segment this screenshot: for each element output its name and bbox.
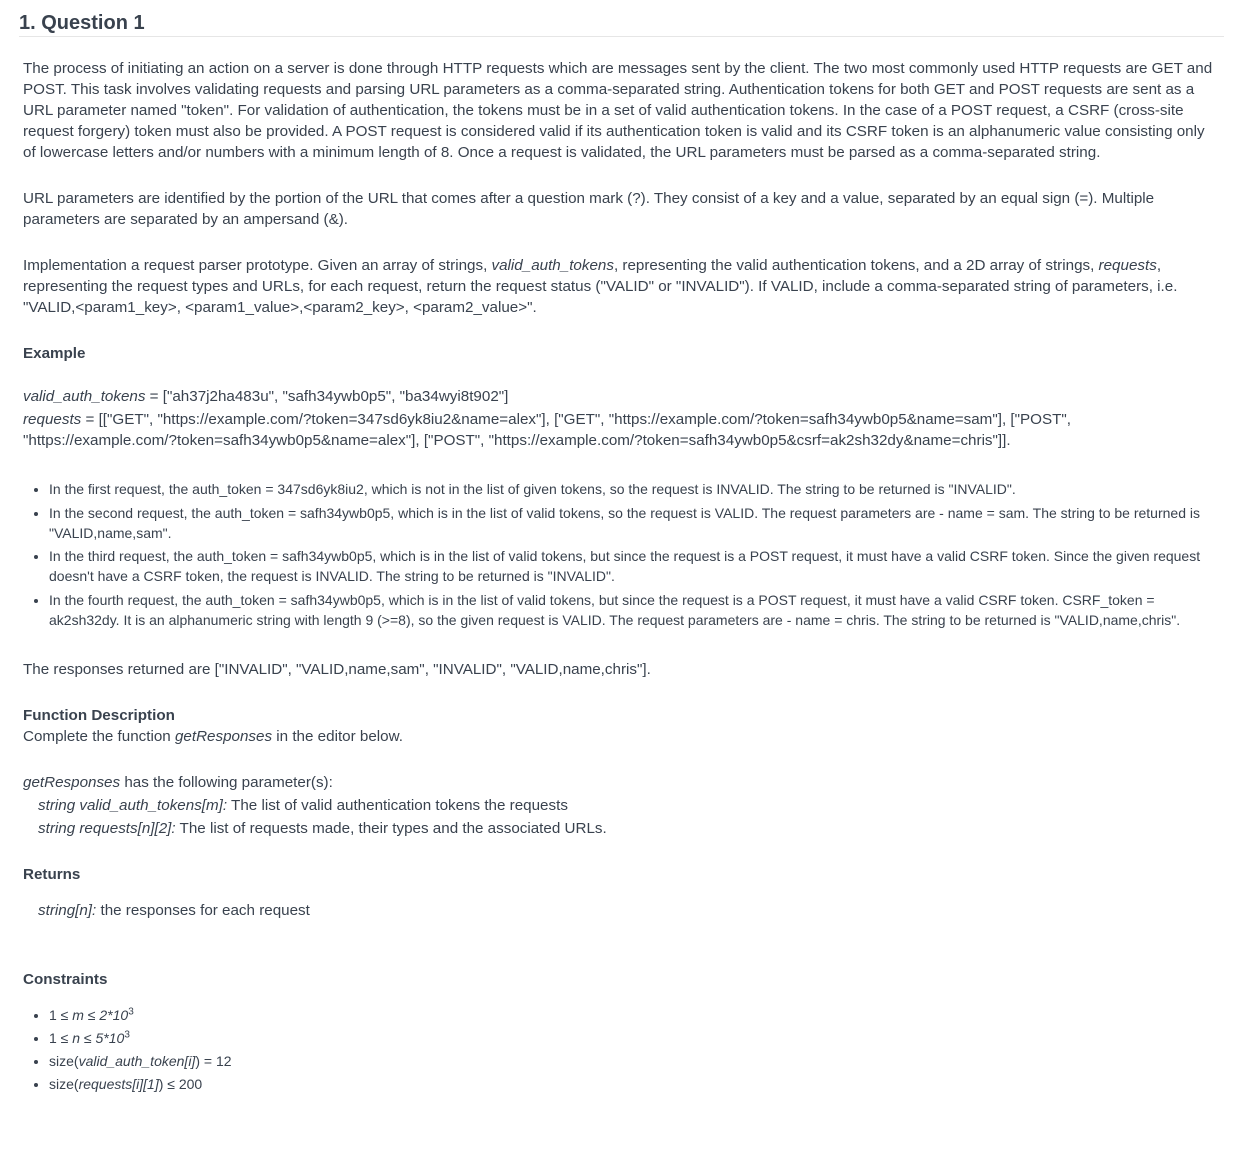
constraint-text: ≤ 2*10 bbox=[83, 1006, 129, 1023]
parameter-valid-auth-tokens bbox=[23, 795, 1218, 816]
returns-heading: Returns bbox=[23, 865, 81, 883]
returns-description bbox=[23, 900, 1218, 921]
constraint-text: ≤ 5*10 bbox=[80, 1029, 125, 1046]
p3-var-tokens: valid_auth_tokens bbox=[491, 257, 614, 274]
example-requests-value: = [["GET", "https://example.com/?token=347sd6yk8iu2&name=alex"], ["GET", "https://example.com/?token=safh34ywb0p5&name=sam"], ["POST", "https://example.com/?token=safh34ywb0p5&name=alex"], ["POST", "https://example.com/?token=safh34ywb0p5&csrf=ak2sh32dy&name=chris"]]. bbox=[23, 411, 1071, 449]
p3-text-b: , representing the valid authentication tokens, and a 2D array of strings, bbox=[613, 257, 1099, 274]
constraint-text: ) ≤ 200 bbox=[158, 1075, 203, 1092]
example-tokens bbox=[23, 386, 1218, 407]
list-item: • In the fourth request, the auth_token = safh34ywb0p5, which is in the list of valid tokens, but since the request is a POST request, it must have a valid CSRF token. CSRF_token = ak2sh32dy. It is an alphanumeric string with length 9 (>=8), so the given request is VALID. The request parameters are - name = chris. The string to be returned is "VALID,name,chris". bbox=[49, 590, 1218, 630]
function-description-heading: Function Description bbox=[23, 706, 175, 724]
intro-paragraph-1: The process of initiating an action on a server is done through HTTP requests which are messages sent by the client. The two most commonly used HTTP requests are GET and POST. This task involves validating requests and parsing URL parameters as a comma-separated string. Authentication tokens for both GET and POST requests are sent as a URL parameter named "token". For validation of authentication, the tokens must be in a set of valid authentication tokens. In the case of a POST request, a CSRF (cross-site request forgery) token must also be provided. A POST request is considered valid if its authentication token is valid and its CSRF token is an alphanumeric value consisting only of lowercase letters and/or numbers with a minimum length of 8. Once a request is validated, the URL parameters must be parsed as a comma-separated string. bbox=[23, 60, 1213, 161]
param-description: The list of requests made, their types and the associated URLs. bbox=[175, 819, 607, 837]
parameter-requests bbox=[23, 818, 1218, 839]
list-item: • In the second request, the auth_token = safh34ywb0p5, which is in the list of valid tokens, so the request is VALID. The request parameters are - name = sam. The string to be returned is "VALID,name,sam". bbox=[49, 503, 1218, 543]
param-description: The list of valid authentication tokens the requests bbox=[227, 796, 568, 814]
example-requests bbox=[23, 409, 1218, 451]
problem-statement bbox=[19, 58, 1224, 1094]
constraints-heading: Constraints bbox=[23, 970, 108, 988]
params-fn-name: getResponses bbox=[23, 773, 121, 791]
constraint-var: m bbox=[72, 1006, 84, 1023]
example-tokens-value: = ["ah37j2ha483u", "safh34ywb0p5", "ba34wyi8t902"] bbox=[145, 388, 509, 405]
list-item bbox=[49, 1074, 1218, 1094]
example-responses: The responses returned are ["INVALID", "VALID,name,sam", "INVALID", "VALID,name,chris"]. bbox=[23, 660, 651, 678]
fd-text-b: in the editor below. bbox=[272, 727, 403, 745]
p3-text-c: , representing the request types and URLs, for each request, return the request status ("VALID" or "INVALID"). If VALID, include a comma-separated string of parameters, i.e. "VALID,<param1_key>, <param1_value>,<param2_key>, <param2_value>". bbox=[23, 257, 1178, 316]
constraint-text: ) = 12 bbox=[195, 1052, 232, 1069]
constraint-text: size( bbox=[49, 1052, 79, 1069]
constraint-var: requests[i][1] bbox=[78, 1075, 159, 1092]
function-description-text bbox=[23, 726, 1218, 747]
p3-text-a: Implementation a request parser prototype. Given an array of strings, bbox=[23, 257, 492, 274]
list-item: • In the third request, the auth_token = safh34ywb0p5, which is in the list of valid tokens, but since the request is a POST request, it must have a valid CSRF token. Since the given request doesn't have a CSRF token, the request is INVALID. The string to be returned is "INVALID". bbox=[49, 546, 1218, 586]
p3-var-requests: requests bbox=[1098, 257, 1157, 274]
example-explanations bbox=[23, 479, 1218, 630]
parameters-intro bbox=[23, 772, 1218, 793]
constraints-list bbox=[23, 1005, 1218, 1094]
constraint-exponent: 3 bbox=[128, 1005, 134, 1017]
constraint-text: size( bbox=[49, 1075, 79, 1092]
constraint-text: 1 ≤ bbox=[49, 1006, 73, 1023]
constraint-text: 1 ≤ bbox=[49, 1029, 73, 1046]
intro-paragraph-3 bbox=[23, 255, 1218, 318]
params-intro-text: has the following parameter(s): bbox=[120, 773, 333, 791]
example-requests-var: requests bbox=[23, 411, 82, 428]
constraint-exponent: 3 bbox=[124, 1028, 130, 1040]
example-heading: Example bbox=[23, 345, 86, 362]
list-item bbox=[49, 1005, 1218, 1025]
constraint-var: valid_auth_token[i] bbox=[78, 1052, 196, 1069]
intro-paragraph-2: URL parameters are identified by the portion of the URL that comes after a question mark (?). They consist of a key and a value, separated by an equal sign (=). Multiple parameters are separated by an ampersand (&). bbox=[23, 190, 1155, 228]
param-signature: string requests[n][2]: bbox=[38, 819, 176, 837]
fd-text-a: Complete the function bbox=[23, 727, 175, 745]
returns-text: the responses for each request bbox=[96, 901, 310, 919]
question-title: 1. Question 1 bbox=[19, 0, 1224, 37]
returns-signature: string[n]: bbox=[38, 901, 97, 919]
constraint-var: n bbox=[72, 1029, 81, 1046]
param-signature: string valid_auth_tokens[m]: bbox=[38, 796, 228, 814]
list-item: • In the first request, the auth_token = 347sd6yk8iu2, which is not in the list of given tokens, so the request is INVALID. The string to be returned is "INVALID". bbox=[49, 479, 1218, 499]
list-item bbox=[49, 1028, 1218, 1048]
example-tokens-var: valid_auth_tokens bbox=[23, 388, 146, 405]
list-item bbox=[49, 1051, 1218, 1071]
fd-fn-name: getResponses bbox=[174, 727, 273, 745]
